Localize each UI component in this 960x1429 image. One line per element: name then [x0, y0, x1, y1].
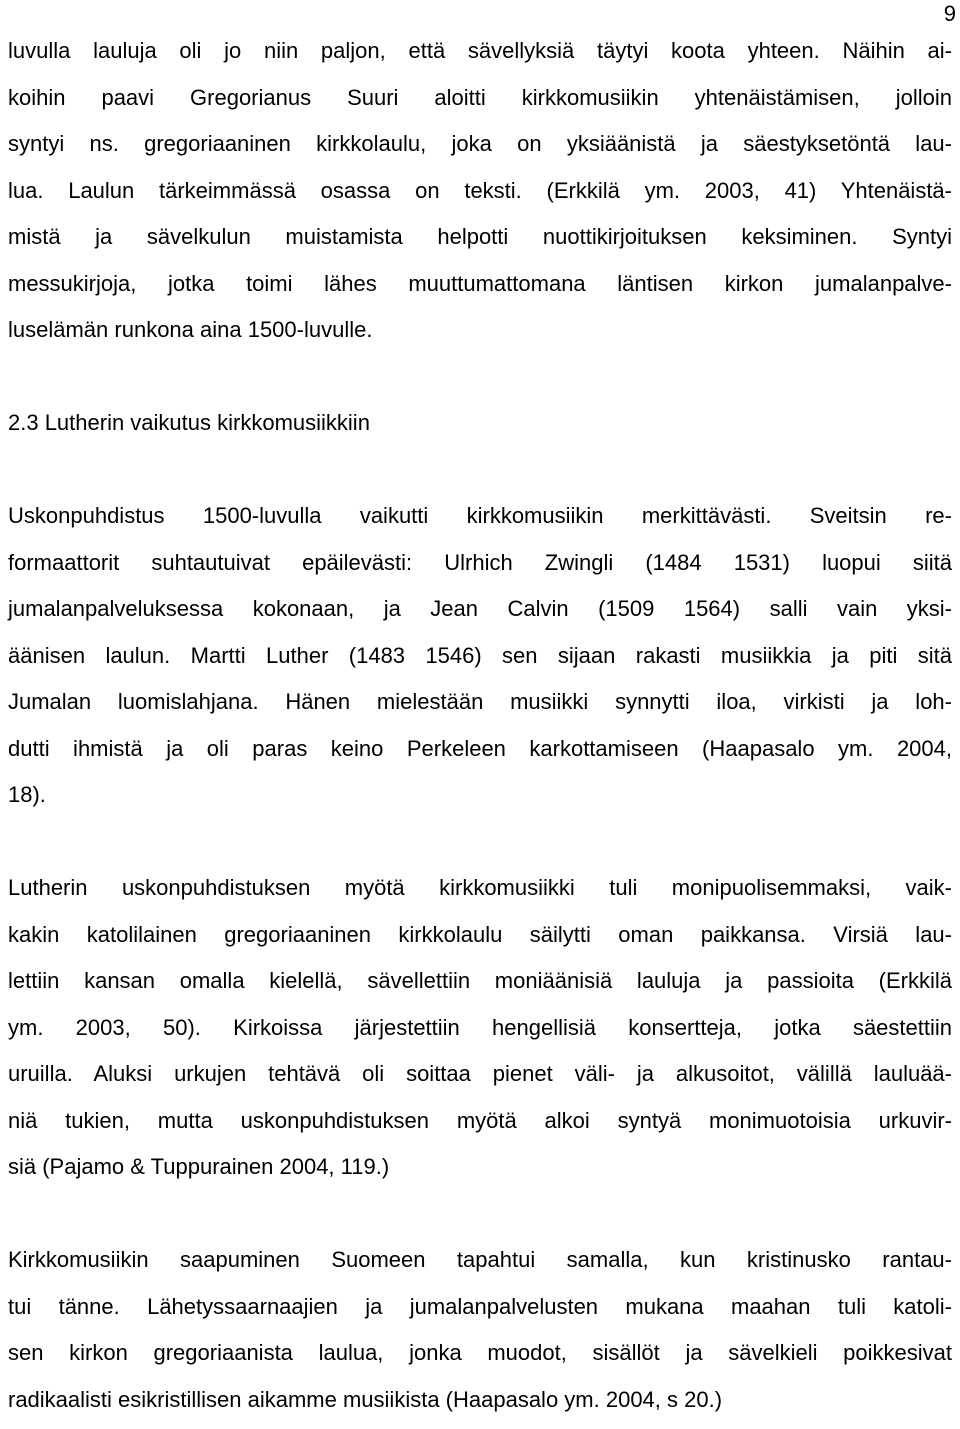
document-body [8, 28, 952, 1423]
text-line: siä (Pajamo & Tuppurainen 2004, 119.) [8, 1154, 390, 1179]
text-line: Uskonpuhdistus 1500-luvulla vaikutti kirkkomusiikin merkittävästi. Sveitsin re- [8, 503, 952, 528]
text-line: syntyi ns. gregoriaaninen kirkkolaulu, joka on yksiäänistä ja säestyksetöntä lau- [8, 131, 952, 156]
text-line: formaattorit suhtautuivat epäilevästi: Ulrhich Zwingli (1484 1531) luopui siitä [8, 549, 952, 575]
text-line: luselämän runkona aina 1500-luvulle. [8, 317, 373, 342]
paragraph-finland [8, 1237, 952, 1423]
paragraph-gap [8, 354, 952, 401]
text-line: niä tukien, mutta uskonpuhdistuksen myötä alkoi syntyä monimuotoisia urkuvir- [8, 1107, 952, 1133]
paragraph-gap [8, 819, 952, 866]
text-line: uruilla. Aluksi urkujen tehtävä oli soittaa pienet väli- ja alkusoitot, välillä lauluää- [8, 1061, 952, 1086]
text-line: 18). [8, 782, 46, 807]
paragraph-gap [8, 1191, 952, 1238]
text-line: kakin katolilainen gregoriaaninen kirkkolaulu säilytti oman paikkansa. Virsiä lau- [8, 921, 952, 947]
section-heading: 2.3 Lutherin vaikutus kirkkomusiikkiin [8, 410, 370, 435]
text-line: lettiin kansan omalla kielellä, sävellettiin moniäänisiä lauluja ja passioita (Erkkilä [8, 968, 952, 993]
text-line: tui tänne. Lähetyssaarnaajien ja jumalanpalvelusten mukana maahan tuli katoli- [8, 1293, 952, 1319]
text-line: Jumalan luomislahjana. Hänen mielestään musiikki synnytti iloa, virkisti ja loh- [8, 689, 952, 714]
text-line: dutti ihmistä ja oli paras keino Perkeleen karkottamiseen (Haapasalo ym. 2004, [8, 735, 952, 761]
text-line: luvulla lauluja oli jo niin paljon, että sävellyksiä täytyi koota yhteen. Näihin ai- [8, 38, 952, 63]
text-line: messukirjoja, jotka toimi lähes muuttumattomana läntisen kirkon jumalanpalve- [8, 270, 952, 296]
text-line: jumalanpalveluksessa kokonaan, ja Jean Calvin (1509 1564) salli vain yksi- [8, 596, 952, 621]
paragraph-reformation [8, 493, 952, 819]
text-line: ym. 2003, 50). Kirkoissa järjestettiin hengellisiä konsertteja, jotka säestettiin [8, 1014, 952, 1040]
paragraph-gregorian-chant [8, 28, 952, 354]
text-line: koihin paavi Gregorianus Suuri aloitti kirkkomusiikin yhtenäistämisen, jolloin [8, 84, 952, 110]
text-line: lua. Laulun tärkeimmässä osassa on teksti. (Erkkilä ym. 2003, 41) Yhtenäistä- [8, 177, 952, 203]
page-number: 9 [943, 1, 956, 26]
text-line: radikaalisti esikristillisen aikamme musiikista (Haapasalo ym. 2004, s 20.) [8, 1386, 723, 1412]
text-line: äänisen laulun. Martti Luther (1483 1546) sen sijaan rakasti musiikkia ja piti sitä [8, 642, 952, 668]
text-line: Kirkkomusiikin saapuminen Suomeen tapahtui samalla, kun kristinusko rantau- [8, 1247, 952, 1272]
text-line: sen kirkon gregoriaanista laulua, jonka muodot, sisällöt ja sävelkieli poikkesivat [8, 1340, 952, 1365]
text-line: Lutherin uskonpuhdistuksen myötä kirkkomusiikki tuli monipuolisemmaksi, vaik- [8, 875, 952, 900]
paragraph-lutheran-music [8, 865, 952, 1191]
paragraph-gap [8, 447, 952, 494]
text-line: mistä ja sävelkulun muistamista helpotti nuottikirjoituksen keksiminen. Syntyi [8, 224, 952, 249]
